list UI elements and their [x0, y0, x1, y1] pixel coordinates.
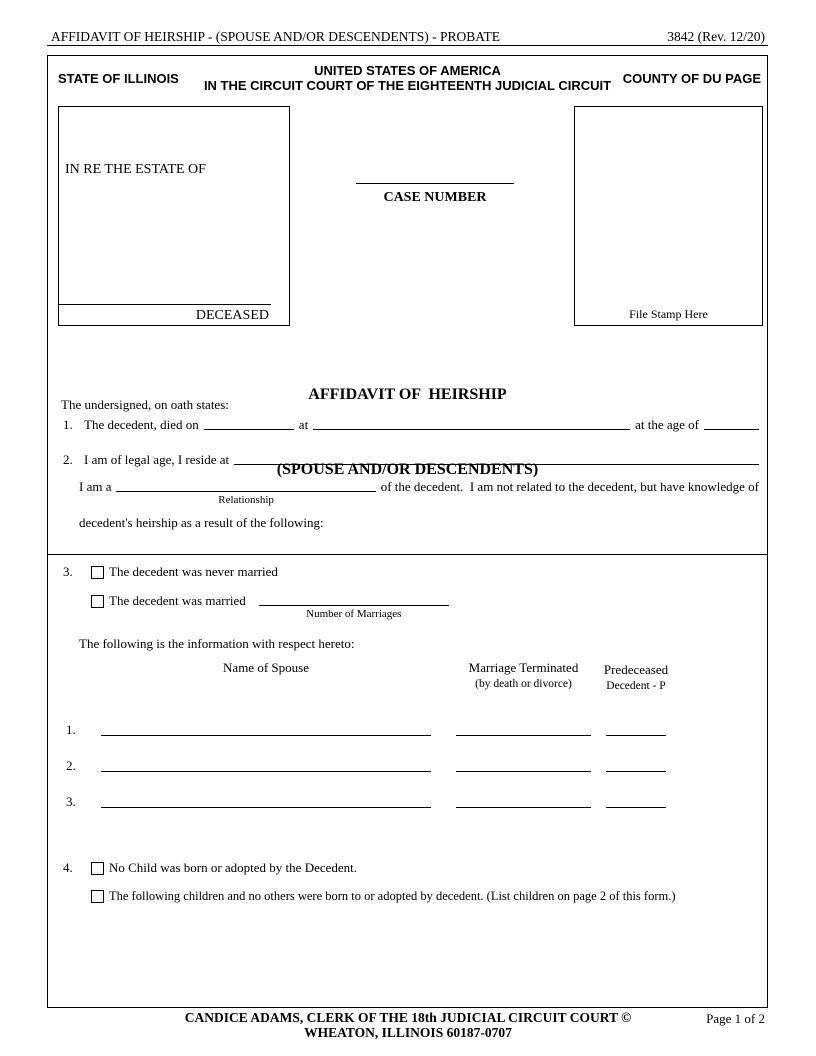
court-header-circuit: IN THE CIRCUIT COURT OF THE EIGHTEENTH JUDICIAL CIRCUIT: [203, 78, 612, 93]
spouse-row-1-number: 1.: [66, 722, 76, 737]
header-predeceased: Predeceased: [603, 662, 669, 677]
header-marriage-terminated-sub: (by death or divorce): [475, 678, 572, 690]
marriages-count-field[interactable]: [259, 605, 449, 620]
never-married-checkbox[interactable]: [91, 566, 104, 579]
item-2-relationship-line: [79, 479, 759, 506]
case-number-label: CASE NUMBER: [383, 190, 487, 205]
top-rule: [47, 45, 768, 46]
no-child-checkbox[interactable]: [91, 862, 104, 875]
item-2-heirship-text: decedent's heirship as a result of the following:: [79, 515, 324, 530]
children-checkbox[interactable]: [91, 890, 104, 903]
item-2: [63, 452, 759, 468]
file-stamp-label: File Stamp Here: [629, 307, 708, 321]
spouse-name-field-1[interactable]: [101, 735, 431, 736]
spouse-row-2-number: 2.: [66, 758, 76, 773]
marriage-terminated-field-1[interactable]: [456, 735, 591, 736]
age-field[interactable]: [704, 429, 759, 430]
item-2-i-am-a-text: I am a: [79, 479, 112, 494]
form-number: 3842 (Rev. 12/20): [667, 29, 765, 44]
marriage-terminated-field-3[interactable]: [456, 807, 591, 808]
predeceased-field-2[interactable]: [606, 771, 666, 772]
item-1-died-on-text: The decedent, died on: [84, 417, 199, 432]
column-header-predeceased: [603, 662, 669, 694]
file-stamp-box: [574, 106, 763, 326]
item-4-number: 4.: [63, 860, 73, 875]
predeceased-field-1[interactable]: [606, 735, 666, 736]
topbar-title: AFFIDAVIT OF HEIRSHIP - (SPOUSE AND/OR DESCENDENTS) - PROBATE: [51, 29, 501, 44]
following-info-text: The following is the information with respect hereto:: [79, 636, 355, 651]
section-divider: [48, 554, 767, 555]
court-header-state: STATE OF ILLINOIS: [58, 71, 179, 86]
item-3-married-row: [63, 593, 449, 620]
item-1: [63, 417, 759, 433]
item-1-number: 1.: [63, 417, 73, 432]
predeceased-field-3[interactable]: [606, 807, 666, 808]
spouse-row-1: [48, 722, 767, 738]
top-header: [51, 29, 765, 45]
estate-caption-box: [58, 106, 290, 326]
death-place-field[interactable]: [313, 429, 630, 430]
page-number: Page 1 of 2: [706, 1011, 765, 1026]
relationship-field[interactable]: [116, 491, 375, 506]
item-3-never-married-row: [63, 564, 278, 580]
footer-address-line: WHEATON, ILLINOIS 60187-0707: [304, 1025, 512, 1040]
form-title-line1: AFFIDAVIT OF HEIRSHIP: [308, 386, 507, 403]
court-header-county: COUNTY OF DU PAGE: [622, 71, 761, 86]
intro-text: The undersigned, on oath states:: [61, 397, 229, 412]
never-married-label: The decedent was never married: [109, 564, 278, 579]
footer-clerk-line: CANDICE ADAMS, CLERK OF THE 18th JUDICIAL CIRCUIT COURT ©: [184, 1010, 632, 1025]
spouse-name-field-2[interactable]: [101, 771, 431, 772]
header-name-of-spouse: Name of Spouse: [223, 660, 309, 675]
item-2-of-decedent-text: of the decedent. I am not related to the decedent, but have knowledge of: [380, 479, 759, 494]
column-header-spouse: [101, 660, 431, 676]
spouse-row-3-number: 3.: [66, 794, 76, 809]
spouse-row-3: [48, 794, 767, 810]
decedent-name-field[interactable]: [59, 304, 271, 305]
estate-label: IN RE THE ESTATE OF: [65, 162, 206, 177]
item-2-reside-text: I am of legal age, I reside at: [84, 452, 230, 467]
item-4-children-row: [63, 889, 676, 904]
item-1-age-text: at the age of: [635, 417, 699, 432]
header-marriage-terminated: Marriage Terminated: [468, 660, 579, 675]
item-4-no-child-row: [63, 860, 357, 876]
residence-field[interactable]: [234, 464, 759, 465]
court-header-country: UNITED STATES OF AMERICA: [314, 63, 501, 78]
item-3-number: 3.: [63, 564, 73, 579]
spouse-name-field-3[interactable]: [101, 807, 431, 808]
column-header-terminated: [456, 660, 591, 692]
marriages-caption: Number of Marriages: [306, 608, 402, 620]
form-border-box: [47, 55, 768, 1008]
children-label: The following children and no others were born to or adopted by decedent. (List children on page 2 of this form.): [109, 889, 676, 903]
married-checkbox[interactable]: [91, 595, 104, 608]
spouse-row-2: [48, 758, 767, 774]
marriage-terminated-field-2[interactable]: [456, 771, 591, 772]
death-date-field[interactable]: [204, 429, 294, 430]
no-child-label: No Child was born or adopted by the Decedent.: [109, 860, 358, 875]
spouse-table: [48, 722, 767, 830]
item-1-at-text: at: [298, 417, 309, 432]
married-label: The decedent was married: [109, 593, 246, 608]
form-title-line2: (SPOUSE AND/OR DESCENDENTS): [276, 461, 539, 478]
item-2-number: 2.: [63, 452, 73, 467]
deceased-label: DECEASED: [195, 308, 269, 323]
case-number-field[interactable]: [356, 183, 514, 184]
relationship-caption: Relationship: [218, 494, 274, 506]
header-predeceased-sub: Decedent - P: [606, 680, 666, 692]
footer-clerk-block: [0, 1010, 816, 1040]
